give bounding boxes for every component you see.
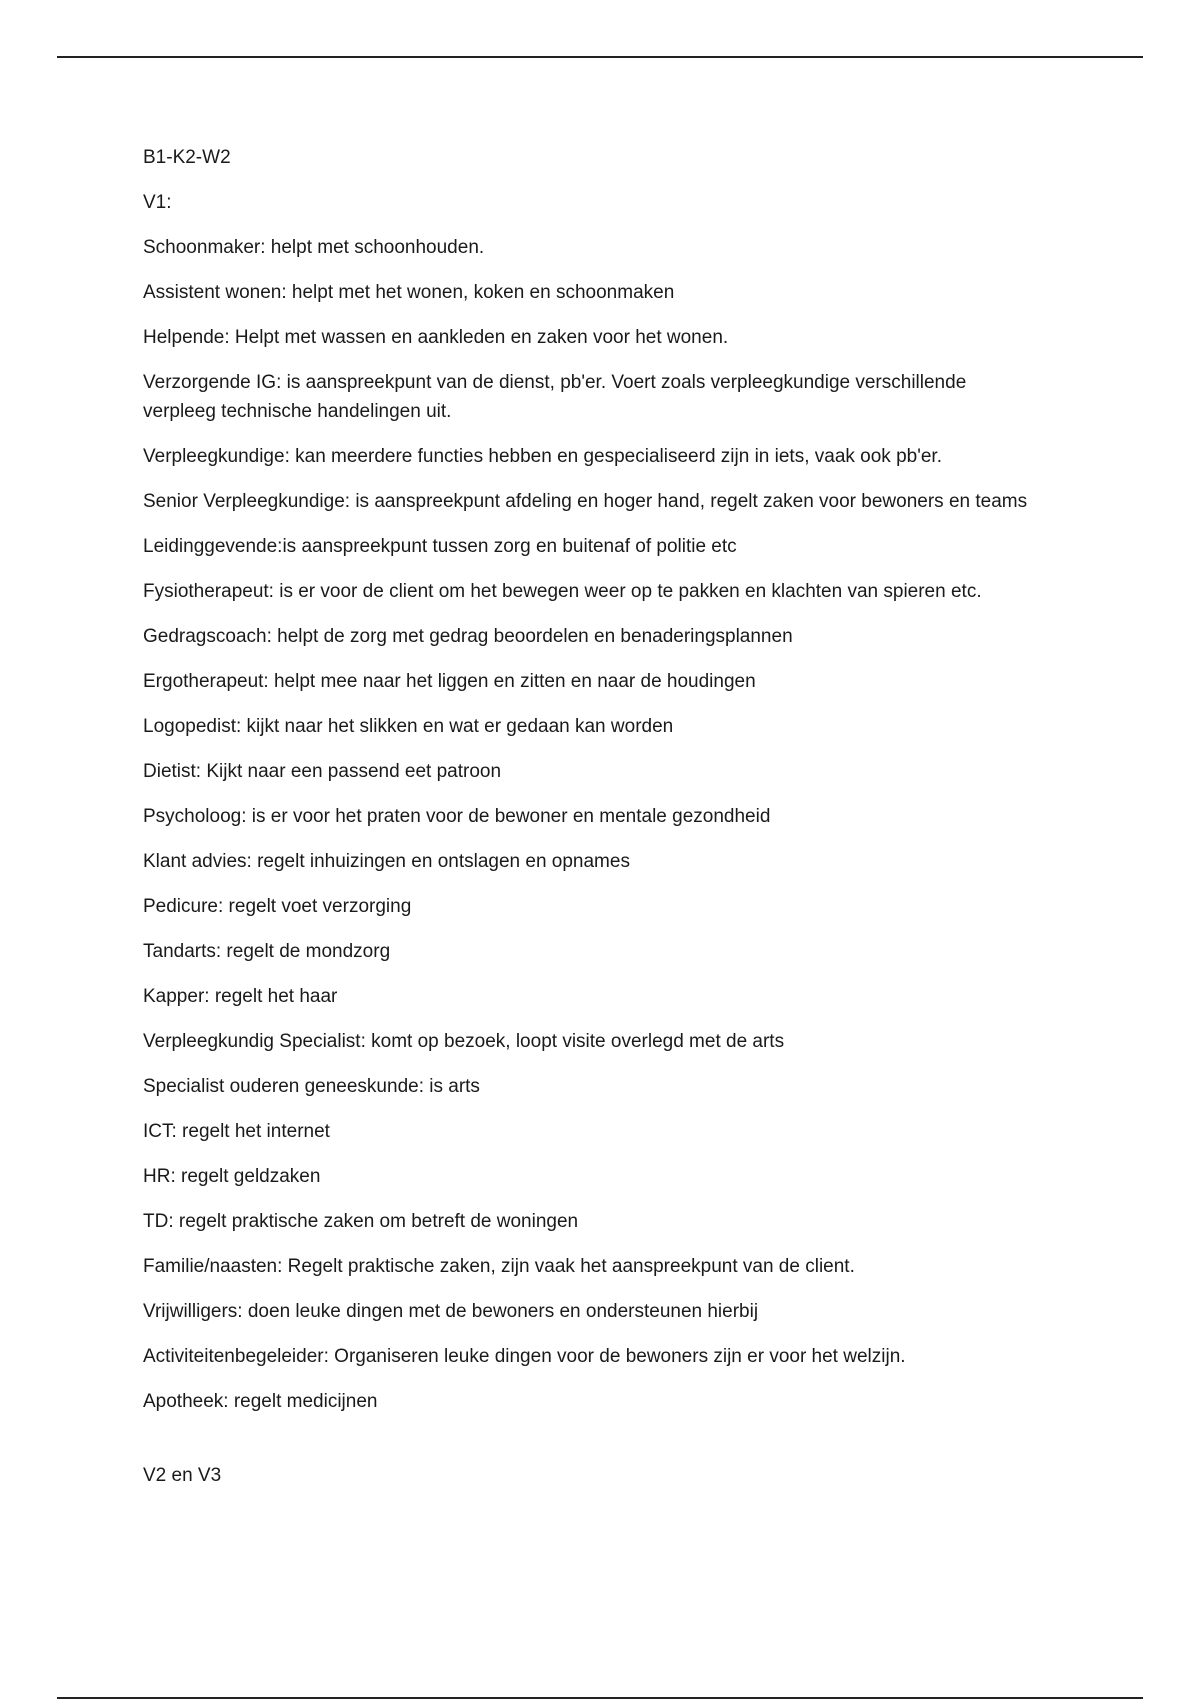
section-v1-label: V1: (143, 192, 172, 213)
entry-senior-verpleegkundige: Senior Verpleegkundige: is aanspreekpunt afdeling en hoger hand, regelt zaken voor bewoners en teams (143, 491, 1028, 512)
entry-logopedist: Logopedist: kijkt naar het slikken en wat er gedaan kan worden (143, 716, 674, 737)
top-rule (57, 56, 1143, 58)
entry-apotheek: Apotheek: regelt medicijnen (143, 1391, 378, 1412)
entry-ict: ICT: regelt het internet (143, 1121, 330, 1142)
document-body (143, 143, 1043, 1506)
entry-ergotherapeut: Ergotherapeut: helpt mee naar het liggen en zitten en naar de houdingen (143, 671, 756, 692)
entry-activiteitenbegeleider: Activiteitenbegeleider: Organiseren leuke dingen voor de bewoners zijn er voor het welzijn. (143, 1346, 906, 1367)
entry-verzorgende-ig: Verzorgende IG: is aanspreekpunt van de dienst, pb'er. Voert zoals verpleegkundige verschillende verpleeg technische handelingen uit. (143, 372, 967, 422)
entry-verpleegkundige: Verpleegkundige: kan meerdere functies hebben en gespecialiseerd zijn in iets, vaak ook pb'er. (143, 446, 942, 467)
entry-vrijwilligers: Vrijwilligers: doen leuke dingen met de bewoners en ondersteunen hierbij (143, 1301, 759, 1322)
entry-leidinggevende: Leidinggevende:is aanspreekpunt tussen zorg en buitenaf of politie etc (143, 536, 737, 557)
entry-pedicure: Pedicure: regelt voet verzorging (143, 896, 412, 917)
section-v2-v3-label: V2 en V3 (143, 1465, 222, 1486)
entry-familie-naasten: Familie/naasten: Regelt praktische zaken, zijn vaak het aanspreekpunt van de client. (143, 1256, 855, 1277)
entry-fysiotherapeut: Fysiotherapeut: is er voor de client om het bewegen weer op te pakken en klachten van spieren etc. (143, 581, 982, 602)
entry-tandarts: Tandarts: regelt de mondzorg (143, 941, 391, 962)
document-heading: B1-K2-W2 (143, 147, 231, 168)
entry-verpleegkundig-specialist: Verpleegkundig Specialist: komt op bezoek, loopt visite overlegd met de arts (143, 1031, 785, 1052)
blank-line (143, 1432, 1043, 1461)
entry-assistent-wonen: Assistent wonen: helpt met het wonen, koken en schoonmaken (143, 282, 675, 303)
entry-schoonmaker: Schoonmaker: helpt met schoonhouden. (143, 237, 485, 258)
entry-psycholoog: Psycholoog: is er voor het praten voor de bewoner en mentale gezondheid (143, 806, 771, 827)
entry-specialist-ouderen-geneeskunde: Specialist ouderen geneeskunde: is arts (143, 1076, 480, 1097)
entry-helpende: Helpende: Helpt met wassen en aankleden en zaken voor het wonen. (143, 327, 729, 348)
entry-hr: HR: regelt geldzaken (143, 1166, 321, 1187)
entry-gedragscoach: Gedragscoach: helpt de zorg met gedrag beoordelen en benaderingsplannen (143, 626, 793, 647)
entry-td: TD: regelt praktische zaken om betreft de woningen (143, 1211, 579, 1232)
entry-kapper: Kapper: regelt het haar (143, 986, 338, 1007)
entry-klant-advies: Klant advies: regelt inhuizingen en ontslagen en opnames (143, 851, 630, 872)
bottom-rule (57, 1697, 1143, 1699)
entry-dietist: Dietist: Kijkt naar een passend eet patroon (143, 761, 502, 782)
